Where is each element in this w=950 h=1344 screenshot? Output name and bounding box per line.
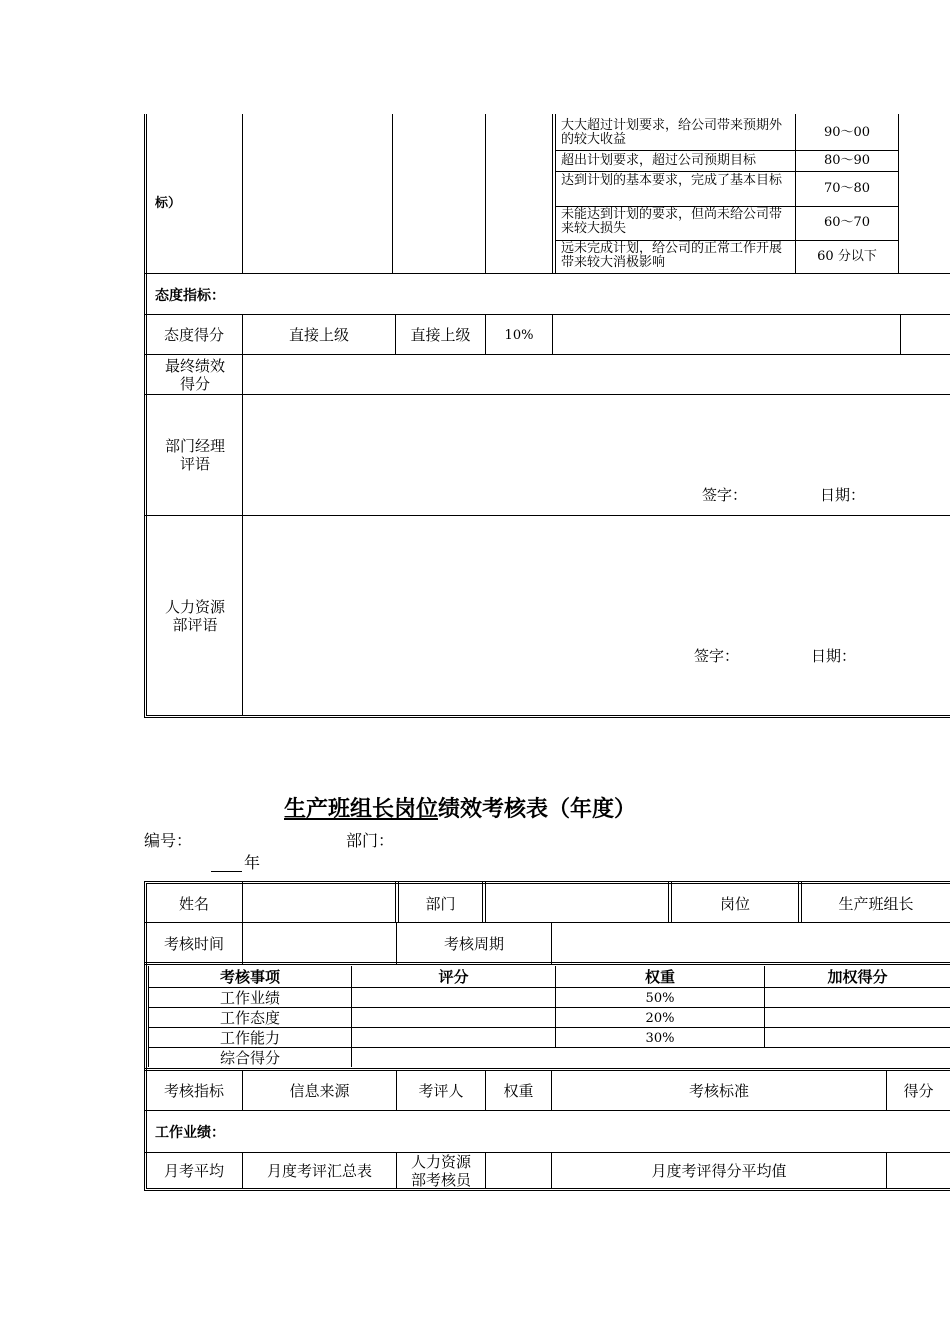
standard-range: 80～90 [823,153,871,168]
position-value: 生产班组长 [838,895,914,913]
grid-line [392,114,393,274]
grid-line [144,922,950,923]
standard-range: 60 分以下 [817,249,877,264]
performance-header: 工作业绩： [155,1125,225,1141]
name-label: 姓名 [178,895,209,913]
summary-weight: 50% [645,991,675,1006]
grid-line [555,150,898,151]
monthly-indicator: 月考平均 [163,1162,224,1180]
grid-line [148,1047,950,1048]
grid-line [555,171,898,172]
summary-header-item: 考核事项 [219,968,280,986]
summary-weight: 30% [645,1031,675,1046]
summary-header-weight: 权重 [644,968,675,986]
grid-line [552,114,553,274]
summary-item: 工作态度 [219,1009,280,1027]
number-label: 编号： [144,831,193,850]
summary-header-weighted: 加权得分 [827,968,888,986]
attitude-weight: 10% [504,328,534,343]
grid-line [144,394,950,395]
form-title-underlined: 生产班组长岗位 [284,796,439,822]
attitude-source: 直接上级 [288,326,349,344]
grid-line [148,987,950,988]
grid-line [555,114,556,274]
grid-line [144,314,950,315]
grid-line [396,1152,397,1189]
hr-label: 人力资源部评语 [164,598,225,634]
monthly-standard: 月度考评得分平均值 [651,1162,787,1180]
score-header: 得分 [903,1082,934,1100]
final-score-label: 最终绩效得分 [164,357,225,393]
evaluator-header: 考评人 [418,1082,464,1100]
dept-cell-label: 部门 [425,895,456,913]
hr-date: 日期： [811,647,857,665]
grid-line [668,881,669,923]
summary-header-score: 评分 [438,968,469,986]
grid-line [148,1027,950,1028]
grid-line [144,354,950,355]
grid-line [242,354,243,716]
standard-range: 60～70 [823,215,871,230]
monthly-source: 月度考评汇总表 [266,1162,372,1180]
grid-line [144,273,950,274]
grid-line [485,1152,486,1189]
summary-item: 工作业绩 [219,989,280,1007]
grid-line [798,881,799,923]
monthly-evaluator: 人力资源部考核员 [410,1153,471,1189]
standard-text: 大大超过计划要求，给公司带来预期外的较大收益 [561,118,783,147]
grid-line [242,881,243,923]
grid-line [144,1068,950,1071]
year-label: 年 [244,853,261,872]
grid-line [242,114,243,274]
dept-label: 部门： [346,831,395,850]
grid-line [886,1152,887,1189]
grid-line [144,515,950,516]
summary-total-label: 综合得分 [219,1049,280,1067]
grid-line [395,881,396,923]
form-title-rest: 绩效考核表（年度） [438,796,637,822]
grid-line [144,962,950,965]
summary-weight: 20% [645,1011,675,1026]
standard-range: 90～00 [823,125,871,140]
attitude-evaluator: 直接上级 [410,326,471,344]
attitude-header: 态度指标： [155,288,225,304]
row-label-tail: 标） [155,196,182,211]
exam-period-label: 考核周期 [443,935,504,953]
summary-item: 工作能力 [219,1029,280,1047]
top-table-frame [144,114,950,718]
grid-line [482,881,483,923]
weight-header: 权重 [503,1082,534,1100]
attitude-score-label: 态度得分 [163,326,224,344]
grid-line [144,1110,950,1111]
grid-line [485,881,486,923]
form-title [284,796,636,822]
dept-manager-label: 部门经理评语 [164,437,225,473]
exam-time-label: 考核时间 [163,935,224,953]
grid-line [900,314,901,354]
grid-line [242,922,243,964]
standard-header: 考核标准 [688,1082,749,1100]
grid-line [551,922,552,964]
grid-line [148,1007,950,1008]
standard-text: 未能达到计划的要求，但尚未给公司带来较大损失 [561,207,783,236]
indicator-header: 考核指标 [163,1082,224,1100]
source-header: 信息来源 [289,1082,350,1100]
position-label: 岗位 [719,895,750,913]
standard-text: 远未完成计划，给公司的正常工作开展带来较大消极影响 [561,241,783,270]
grid-line [144,1152,950,1153]
grid-line [552,314,553,354]
dept-manager-date: 日期： [820,486,866,504]
standard-range: 70～80 [823,181,871,196]
hr-sign: 签字： [694,647,740,665]
standard-text: 达到计划的基本要求，完成了基本目标 [561,173,783,188]
standard-text: 超出计划要求，超过公司预期目标 [561,153,757,168]
grid-line [485,114,486,274]
grid-line [898,114,899,274]
dept-manager-sign: 签字： [702,486,748,504]
year-blank-line [211,871,242,872]
